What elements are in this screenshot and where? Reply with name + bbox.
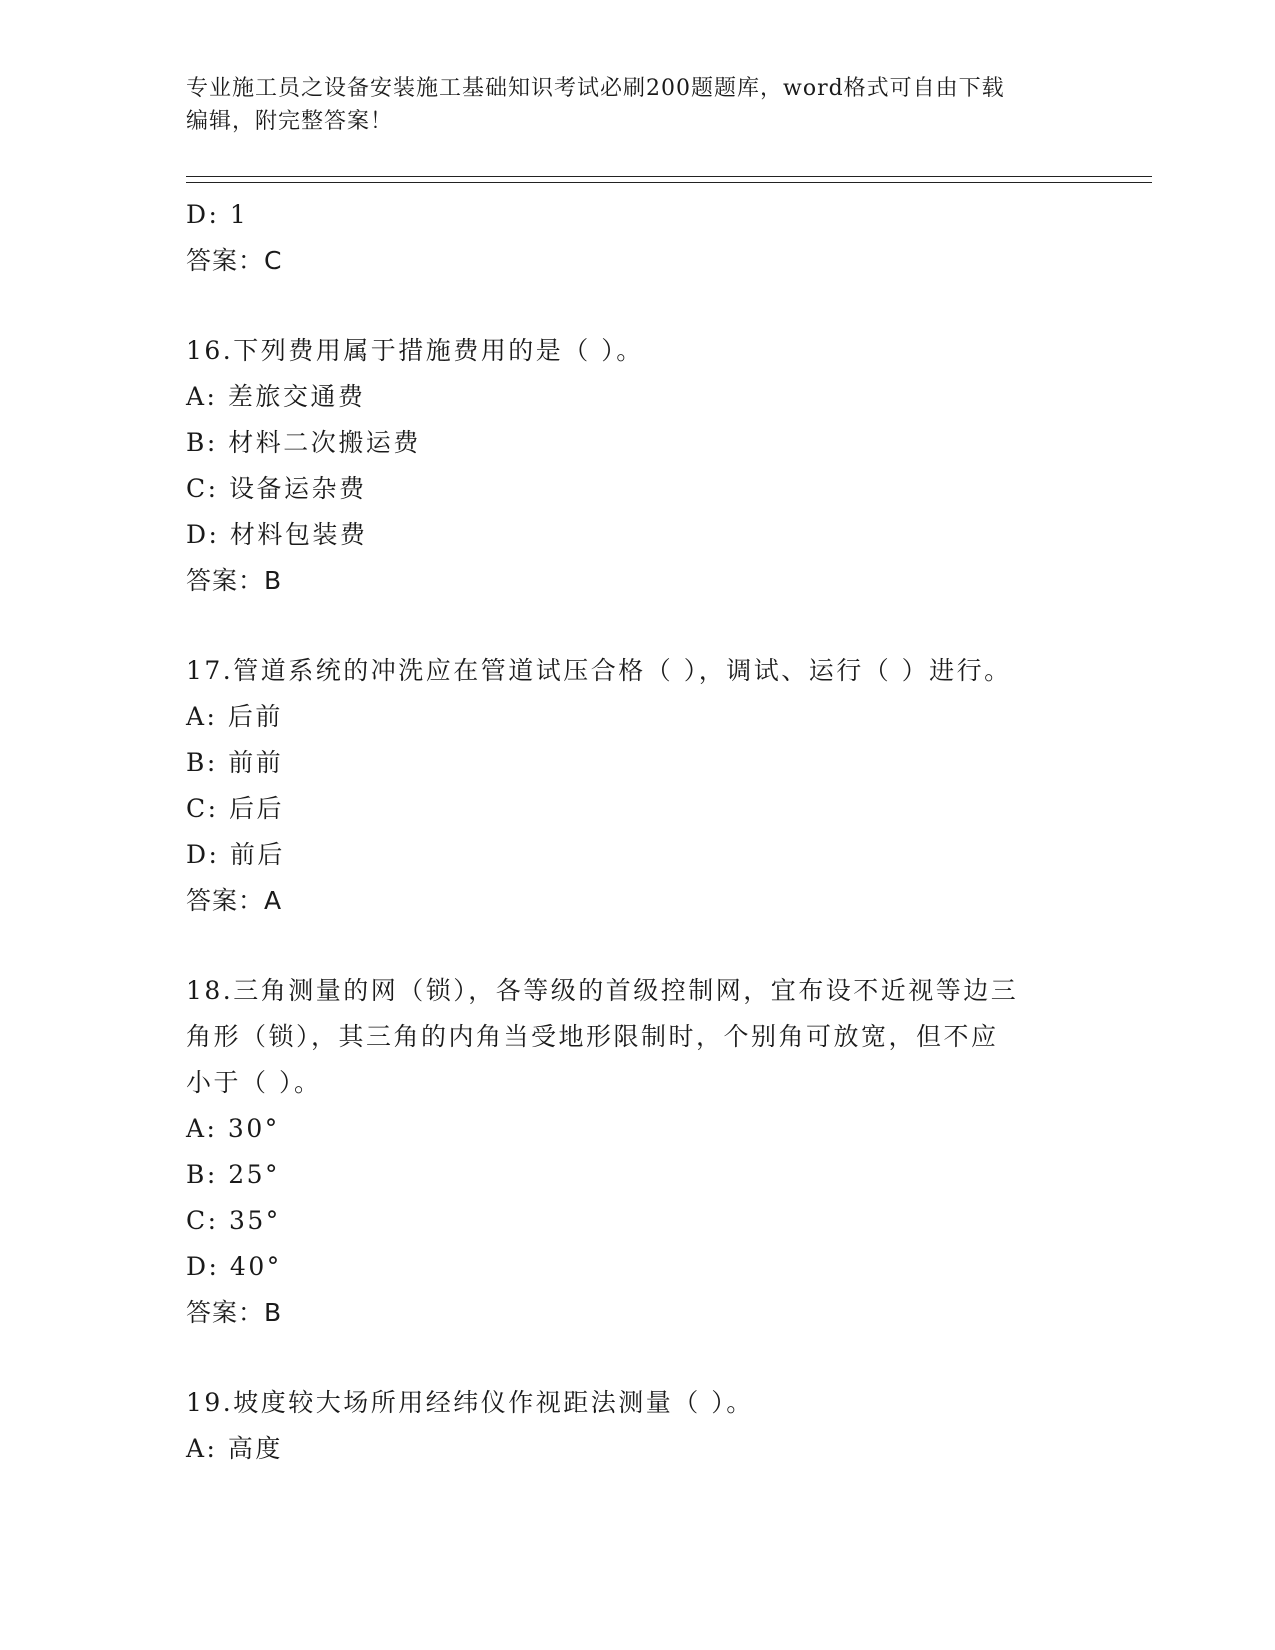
question-18-option-a: A: 30° xyxy=(186,1114,280,1143)
question-spacer xyxy=(186,924,1086,968)
header-divider-bottom xyxy=(186,182,1152,183)
question-16-stem: 16.下列费用属于措施费用的是（ ）。 xyxy=(186,336,644,365)
question-16-option-b: B: 材料二次搬运费 xyxy=(186,428,421,457)
question-15 xyxy=(186,192,1086,284)
question-18-answer: 答案：B xyxy=(186,1298,283,1327)
question-16-answer: 答案：B xyxy=(186,566,283,595)
question-19-option-a: A: 高度 xyxy=(186,1434,283,1463)
header-title-line-1: 专业施工员之设备安装施工基础知识考试必刷200题题库，word格式可自由下载 xyxy=(186,76,1005,101)
header-divider-top xyxy=(186,176,1152,177)
question-spacer xyxy=(186,1336,1086,1380)
document-header xyxy=(186,72,1086,138)
question-spacer xyxy=(186,604,1086,648)
question-17 xyxy=(186,648,1086,924)
question-16-option-d: D: 材料包装费 xyxy=(186,520,368,549)
question-list xyxy=(186,192,1086,1472)
question-18-stem-line-3: 小于（ ）。 xyxy=(186,1068,322,1097)
question-19 xyxy=(186,1380,1086,1472)
question-18-stem-line-2: 角形（锁），其三角的内角当受地形限制时，个别角可放宽，但不应 xyxy=(186,1022,999,1051)
question-16 xyxy=(186,328,1086,604)
question-18 xyxy=(186,968,1086,1336)
header-title-line-2: 编辑，附完整答案！ xyxy=(186,109,394,134)
question-17-stem: 17.管道系统的冲洗应在管道试压合格（ ），调试、运行（ ）进行。 xyxy=(186,656,1012,685)
question-17-answer: 答案：A xyxy=(186,886,283,915)
question-18-stem-line-1: 18.三角测量的网（锁），各等级的首级控制网，宜布设不近视等边三 xyxy=(186,976,1019,1005)
question-15-answer: 答案：C xyxy=(186,246,283,275)
question-18-option-b: B: 25° xyxy=(186,1160,281,1189)
question-17-option-b: B: 前前 xyxy=(186,748,284,777)
question-15-option-d: D: 1 xyxy=(186,200,249,229)
question-17-option-d: D: 前后 xyxy=(186,840,285,869)
question-17-option-a: A: 后前 xyxy=(186,702,283,731)
question-17-option-c: C: 后后 xyxy=(186,794,284,823)
question-16-option-a: A: 差旅交通费 xyxy=(186,382,366,411)
question-19-stem: 19.坡度较大场所用经纬仪作视距法测量（ ）。 xyxy=(186,1388,754,1417)
question-18-option-c: C: 35° xyxy=(186,1206,281,1235)
question-16-option-c: C: 设备运杂费 xyxy=(186,474,367,503)
question-spacer xyxy=(186,284,1086,328)
question-18-option-d: D: 40° xyxy=(186,1252,282,1281)
